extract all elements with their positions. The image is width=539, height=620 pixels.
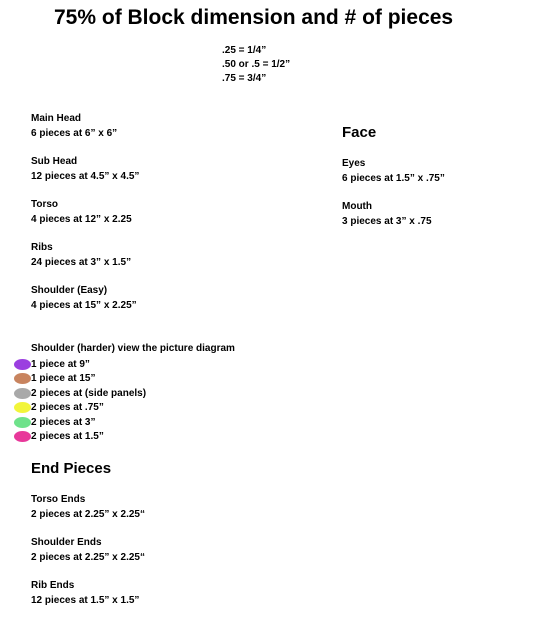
yellow-dot-icon: [14, 402, 31, 413]
shoulder-harder-heading: Shoulder (harder) view the picture diagram: [31, 343, 235, 354]
list-item: [14, 415, 146, 430]
list-item: [14, 357, 146, 372]
green-dot-icon: [14, 417, 31, 428]
list-item-label: 2 pieces at 3”: [31, 416, 96, 428]
shoulder-ends-detail: 2 pieces at 2.25” x 2.25“: [31, 551, 145, 563]
shoulder-easy-block: [31, 284, 137, 313]
shoulder-easy-detail: 4 pieces at 15” x 2.25”: [31, 299, 137, 311]
main-head-detail: 6 pieces at 6” x 6”: [31, 127, 118, 139]
list-item-label: 2 pieces at (side panels): [31, 387, 147, 399]
eyes-heading: Eyes: [342, 158, 366, 169]
torso-ends-detail: 2 pieces at 2.25” x 2.25“: [31, 508, 145, 520]
ribs-detail: 24 pieces at 3” x 1.5”: [31, 256, 132, 268]
brown-dot-icon: [14, 373, 31, 384]
eyes-detail: 6 pieces at 1.5” x .75”: [342, 172, 445, 184]
torso-detail: 4 pieces at 12” x 2.25: [31, 213, 132, 225]
list-item: [14, 401, 146, 416]
face-heading: Face: [342, 124, 377, 141]
rib-ends-detail: 12 pieces at 1.5” x 1.5”: [31, 594, 140, 606]
sub-head-detail: 12 pieces at 4.5” x 4.5”: [31, 170, 140, 182]
shoulder-easy-heading: Shoulder (Easy): [31, 285, 108, 296]
list-item-label: 1 piece at 9”: [31, 358, 90, 370]
purple-dot-icon: [14, 359, 31, 370]
list-item: [14, 386, 146, 401]
conversion-quarter: .25 = 1/4”: [222, 45, 267, 56]
sub-head-block: [31, 155, 139, 184]
torso-ends-heading: Torso Ends: [31, 494, 86, 505]
shoulder-ends-block: [31, 536, 145, 565]
rib-ends-block: [31, 579, 139, 608]
end-pieces-heading: End Pieces: [31, 460, 112, 477]
shoulder-harder-list: [14, 357, 146, 444]
torso-heading: Torso: [31, 199, 59, 210]
ribs-heading: Ribs: [31, 242, 53, 253]
eyes-block: [342, 157, 445, 186]
ribs-block: [31, 241, 131, 270]
conversion-half: .50 or .5 = 1/2”: [222, 59, 291, 70]
sub-head-heading: Sub Head: [31, 156, 78, 167]
mouth-block: [342, 200, 432, 229]
rib-ends-heading: Rib Ends: [31, 580, 75, 591]
mouth-detail: 3 pieces at 3” x .75: [342, 215, 432, 227]
gray-dot-icon: [14, 388, 31, 399]
list-item: [14, 372, 146, 387]
torso-ends-block: [31, 493, 145, 522]
list-item: [14, 430, 146, 445]
main-head-block: [31, 112, 117, 141]
list-item-label: 2 pieces at .75”: [31, 402, 104, 414]
torso-block: [31, 198, 132, 227]
main-head-heading: Main Head: [31, 113, 82, 124]
page-title: 75% of Block dimension and # of pieces: [54, 6, 454, 29]
conversion-three-quarter: .75 = 3/4”: [222, 73, 267, 84]
list-item-label: 2 pieces at 1.5”: [31, 431, 104, 443]
pink-dot-icon: [14, 431, 31, 442]
mouth-heading: Mouth: [342, 201, 372, 212]
fraction-conversions: [222, 44, 290, 86]
list-item-label: 1 piece at 15”: [31, 373, 96, 385]
shoulder-ends-heading: Shoulder Ends: [31, 537, 102, 548]
